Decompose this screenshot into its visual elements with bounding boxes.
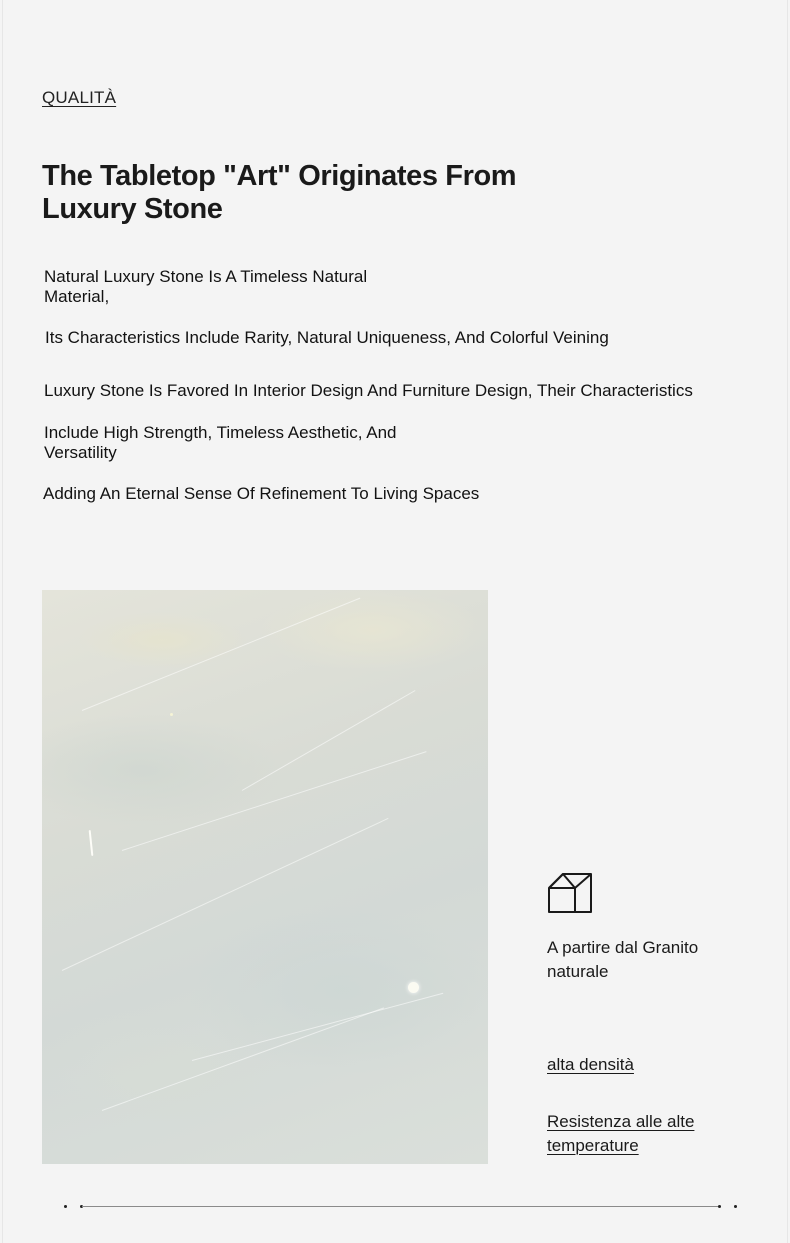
description-line-4: Include High Strength, Timeless Aesthetic, And Versatility xyxy=(44,423,397,462)
description-line-2: Its Characteristics Include Rarity, Natural Uniqueness, And Colorful Veining xyxy=(45,328,609,347)
house-outline-icon xyxy=(547,870,593,916)
description-line-5: Adding An Eternal Sense Of Refinement To Living Spaces xyxy=(43,484,480,503)
description-line-1: Natural Luxury Stone Is A Timeless Natural Material, xyxy=(44,267,368,306)
bottom-divider xyxy=(82,1206,718,1207)
section-eyebrow[interactable]: QUALITÀ xyxy=(42,88,117,107)
feature-link-heat-resistance[interactable]: Resistenza alle alte temperature xyxy=(547,1112,695,1155)
section-title: The Tabletop "Art" Originates From Luxury Stone xyxy=(42,160,517,225)
marble-stone-image xyxy=(42,590,488,1164)
feature-material-text: A partire dal Granito naturale xyxy=(547,938,699,981)
divider-dot-left-1 xyxy=(64,1205,67,1208)
divider-dot-right-2 xyxy=(734,1205,737,1208)
description-line-3: Luxury Stone Is Favored In Interior Design And Furniture Design, Their Characteristics xyxy=(44,381,693,400)
divider-dot-right-1 xyxy=(718,1205,721,1208)
feature-link-density[interactable]: alta densità xyxy=(547,1055,634,1074)
